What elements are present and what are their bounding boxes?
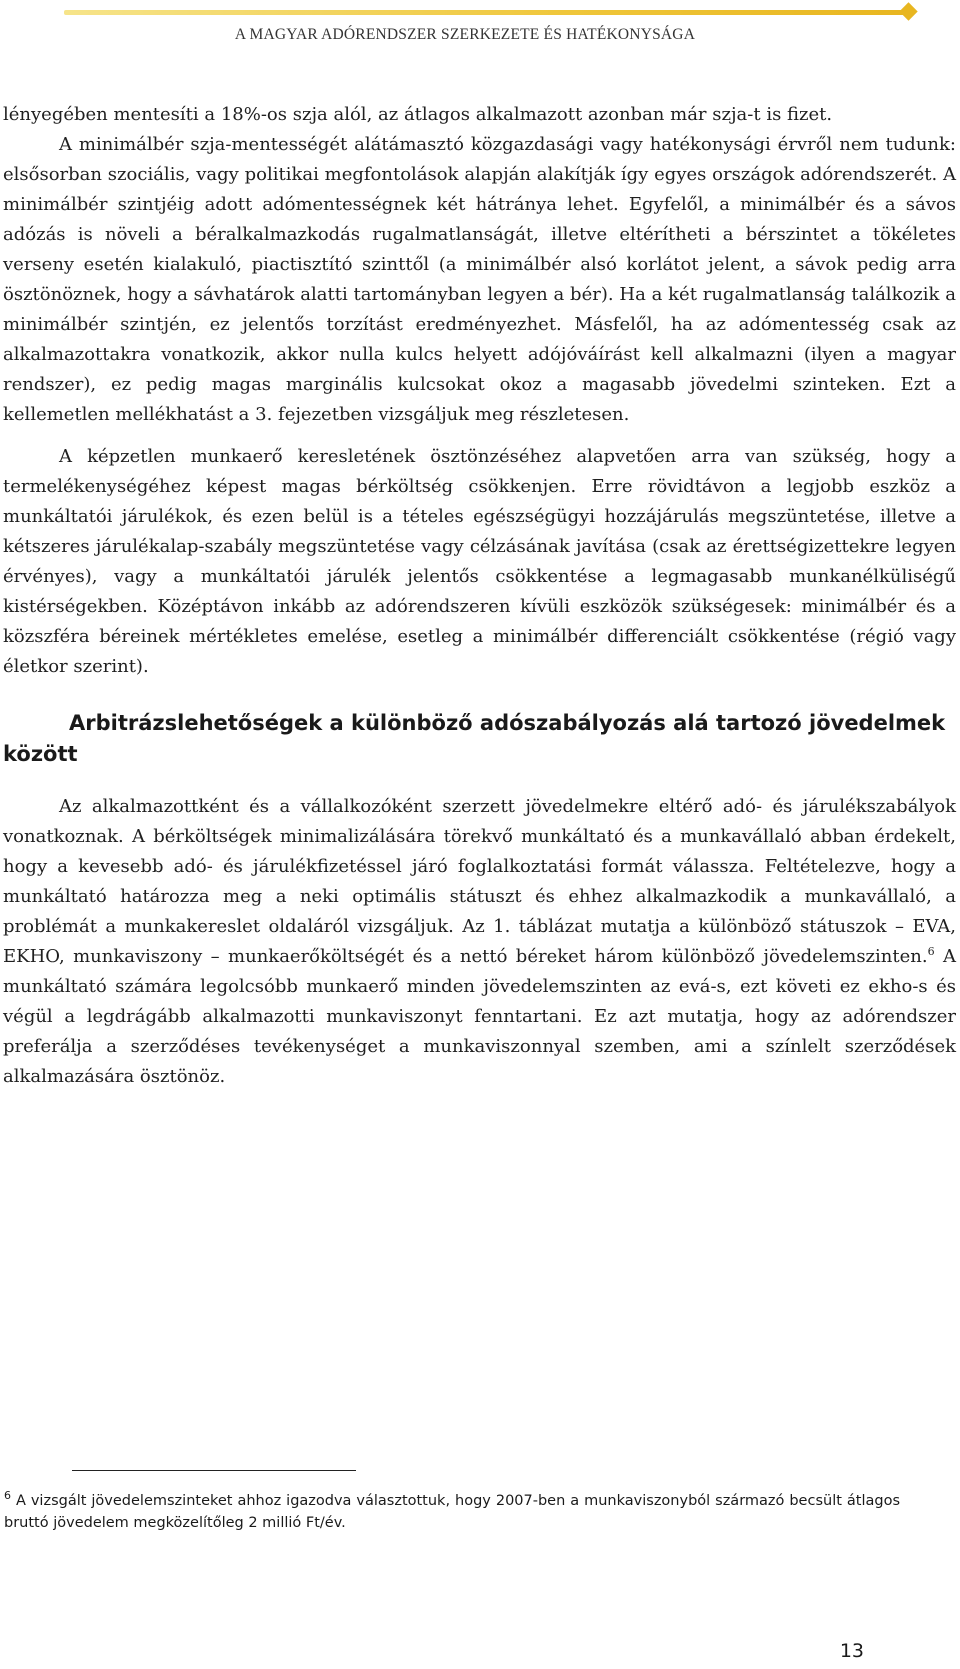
footnote-text: A vizsgált jövedelemszinteket ahhoz igazodva választottuk, hogy 2007-ben a munkaviszonyból származó becsült átlagos bruttó jövedelem megközelítőleg 2 millió Ft/év. (4, 1493, 900, 1531)
page-number: 13 (839, 1640, 864, 1662)
paragraph-2: A minimálbér szja-mentességét alátámasztó közgazdasági vagy hatékonysági érvről nem tudunk: elsősorban szociális, vagy politikai megfontolások alapján alakítják így egyes országok adórendszerét. A minimálbér szintjéig adott adómentességnek két hátránya lehet. Egyfelől, a minimálbér és a sávos adózás is növeli a béralkalmazkodás rugalmatlanságát, illetve eltérítheti a bérszintet a tökéletes verseny esetén kialakuló, piactisztító szinttől (a minimálbér alsó korlátot jelent, a sávok pedig arra ösztönöznek, hogy a sávhatárok alatti tartományban legyen a bér). Ha a két rugalmatlanság találkozik a minimálbér szintjén, ez jelentős torzítást eredményezhet. Másfelől, ha az adómentesség csak az alkalmazottakra vonatkozik, akkor nulla kulcs helyett adójóváírást kell alkalmazni (ilyen a magyar rendszer), ez pedig magas marginális kulcsokat okoz a magasabb jövedelmi szinteken. Ezt a kellemetlen mellékhatást a 3. fejezetben vizsgáljuk meg részletesen. (3, 134, 956, 425)
footnote-separator (72, 1470, 356, 1471)
paragraph-3: A képzetlen munkaerő keresletének ösztönzéséhez alapvetően arra van szükség, hogy a termelékenységéhez képest magas bérköltség csökkenjen. Erre rövidtávon a legjobb eszköz a munkáltatói járulékok, és ezen belül is a tételes egészségügyi hozzájárulás megszüntetése, illetve a kétszeres járulékalap-szabály megszüntetése vagy célzásának javítása (csak az érettségizettekre legyen érvényes), vagy a munkáltatói járulék jelentős csökkentése a legmagasabb munkanélküliségű kistérségekben. Középtávon inkább az adórendszeren kívüli eszközök szükségesek: minimálbér és a közszféra béreinek mértékletes emelése, esetleg a minimálbér differenciált csökkentése (régió vagy életkor szerint). (3, 446, 956, 677)
paragraph-4 (3, 792, 956, 1092)
page-body (3, 100, 956, 1092)
paragraph-4-part-1: Az alkalmazottként és a vállalkozóként szerzett jövedelmekre eltérő adó- és járulékszabályok vonatkoznak. A bérköltségek minimalizálására törekvő munkáltató és a munkavállaló abban érdekelt, hogy a kevesebb adó- és járulékfizetéssel járó foglalkoztatási formát válassza. Feltételezve, hogy a munkáltató határozza meg a neki optimális státuszt és ehhez alkalmazkodik a munkavállaló, a problémát a munkakereslet oldaláról vizsgáljuk. Az 1. táblázat mutatja a különböző státuszok – EVA, EKHO, munkaviszony – munkaerőköltségét és a nettó béreket három különböző jövedelemszinten. (3, 796, 956, 967)
running-head: A MAGYAR ADÓRENDSZER SZERKEZETE ÉS HATÉKONYSÁGA (234, 26, 696, 43)
header-rule (64, 10, 906, 15)
footnote (4, 1490, 900, 1534)
footnote-number: 6 (4, 1489, 11, 1503)
paragraph-1: lényegében mentesíti a 18%-os szja alól, az átlagos alkalmazott azonban már szja-t is fizet. (3, 104, 833, 125)
header-diamond-ornament (899, 2, 917, 20)
section-heading: Arbitrázslehetőségek a különböző adószabályozás alá tartozó jövedelmek között (3, 711, 946, 766)
paragraph-4-part-2: A munkáltató számára legolcsóbb munkaerő minden jövedelemszinten az evá-s, ezt követi ez ekho-s és végül a legdrágább alkalmazotti munkaviszonyt fenntartani. Ez azt mutatja, hogy az adórendszer preferálja a szerződéses tevékenységet a munkaviszonnyal szemben, ami a színlelt szerződések alkalmazására ösztönöz. (3, 946, 956, 1087)
footnote-reference[interactable]: 6 (927, 945, 935, 958)
